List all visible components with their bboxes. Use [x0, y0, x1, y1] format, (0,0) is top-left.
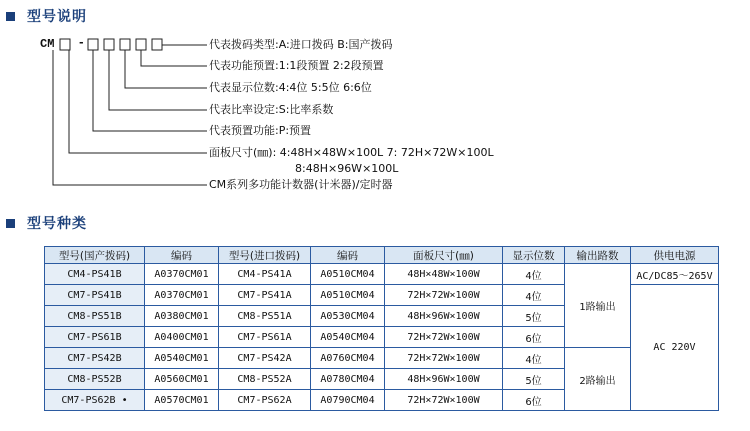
- cell-code: A0370CM01: [145, 285, 219, 306]
- cell-model-domestic: CM7-PS61B: [45, 327, 145, 348]
- cell-power-2: AC 220V: [631, 285, 719, 411]
- cell-panel-size: 48H×96W×100W: [385, 369, 503, 390]
- model-table: [44, 246, 719, 411]
- table-row: [45, 348, 719, 369]
- cell-model-imported: CM7-PS62A: [219, 390, 311, 411]
- leader-4: [109, 50, 207, 110]
- cell-code: A0560CM01: [145, 369, 219, 390]
- cell-panel-size: 48H×96W×100W: [385, 306, 503, 327]
- line-ratio-setting: 代表比率设定:S:比率系数: [209, 103, 334, 116]
- cell-power-1: AC/DC85～265V: [631, 264, 719, 285]
- cell-code: A0540CM01: [145, 348, 219, 369]
- line-series-name: CM系列多功能计数器(计米器)/定时器: [209, 178, 393, 191]
- cell-code: A0510CM04: [311, 285, 385, 306]
- header-panel-size: 面板尺寸(㎜): [385, 247, 503, 264]
- leader-3: [125, 50, 207, 88]
- line-display-digits: 代表显示位数:4:4位 5:5位 6:6位: [209, 81, 372, 94]
- cell-model-domestic: CM7-PS42B: [45, 348, 145, 369]
- header-outputs: 输出路数: [565, 247, 631, 264]
- header-model-imported: 型号(进口拨码): [219, 247, 311, 264]
- section-title: 型号说明: [27, 9, 87, 25]
- cell-model-imported: CM4-PS41A: [219, 264, 311, 285]
- cell-digits: 4位: [503, 264, 565, 285]
- cell-code: A0790CM04: [311, 390, 385, 411]
- cell-code: A0380CM01: [145, 306, 219, 327]
- cell-panel-size: 72H×72W×100W: [385, 390, 503, 411]
- model-dash: -: [79, 36, 84, 49]
- cell-model-imported: CM8-PS51A: [219, 306, 311, 327]
- section-model-types: [6, 213, 87, 233]
- cell-panel-size: 72H×72W×100W: [385, 327, 503, 348]
- cell-model-domestic: CM7-PS62B •: [45, 390, 145, 411]
- code-box-6: [152, 39, 162, 50]
- cell-digits: 6位: [503, 390, 565, 411]
- cell-panel-size: 72H×72W×100W: [385, 348, 503, 369]
- code-box-1: [60, 39, 70, 50]
- header-power: 供电电源: [631, 247, 719, 264]
- table-row: [45, 264, 719, 285]
- cell-digits: 4位: [503, 348, 565, 369]
- cell-code: A0510CM04: [311, 264, 385, 285]
- cell-code: A0780CM04: [311, 369, 385, 390]
- square-bullet-icon: [6, 219, 15, 228]
- header-model-domestic: 型号(国产拨码): [45, 247, 145, 264]
- code-box-5: [136, 39, 146, 50]
- line-panel-size-2: 8:48H×96W×100L: [295, 162, 399, 175]
- leader-6: [69, 50, 207, 153]
- cell-panel-size: 72H×72W×100W: [385, 285, 503, 306]
- table-header-row: [45, 247, 719, 264]
- cell-model-domestic: CM4-PS41B: [45, 264, 145, 285]
- cell-digits: 4位: [503, 285, 565, 306]
- header-digits: 显示位数: [503, 247, 565, 264]
- line-preset-function: 代表功能预置:1:1段预置 2:2段预置: [209, 59, 384, 72]
- line-preset: 代表预置功能:P:预置: [209, 124, 312, 137]
- cell-code: A0570CM01: [145, 390, 219, 411]
- cell-outputs-1: 1路输出: [565, 264, 631, 348]
- cell-model-imported: CM7-PS41A: [219, 285, 311, 306]
- cell-model-domestic: CM8-PS51B: [45, 306, 145, 327]
- cell-code: A0540CM04: [311, 327, 385, 348]
- model-prefix: CM: [40, 37, 55, 51]
- leader-5: [93, 50, 207, 131]
- cell-model-imported: CM7-PS61A: [219, 327, 311, 348]
- cell-outputs-2: 2路输出: [565, 348, 631, 411]
- cell-digits: 5位: [503, 306, 565, 327]
- cell-model-domestic: CM8-PS52B: [45, 369, 145, 390]
- cell-model-imported: CM8-PS52A: [219, 369, 311, 390]
- cell-code: A0760CM04: [311, 348, 385, 369]
- header-code-2: 编码: [311, 247, 385, 264]
- leader-2: [141, 50, 207, 66]
- cell-digits: 6位: [503, 327, 565, 348]
- code-box-4: [120, 39, 130, 50]
- cell-code: A0370CM01: [145, 264, 219, 285]
- cell-model-domestic: CM7-PS41B: [45, 285, 145, 306]
- line-dial-type: 代表拨码类型:A:进口拨码 B:国产拨码: [209, 38, 393, 51]
- cell-code: A0400CM01: [145, 327, 219, 348]
- line-panel-size: 面板尺寸(㎜): 4:48H×48W×100L 7: 72H×72W×100L: [209, 146, 494, 159]
- cell-digits: 5位: [503, 369, 565, 390]
- cell-model-imported: CM7-PS42A: [219, 348, 311, 369]
- leader-7: [53, 50, 207, 185]
- code-box-2: [88, 39, 98, 50]
- header-code-1: 编码: [145, 247, 219, 264]
- code-box-3: [104, 39, 114, 50]
- cell-code: A0530CM04: [311, 306, 385, 327]
- cell-panel-size: 48H×48W×100W: [385, 264, 503, 285]
- section-title: 型号种类: [27, 216, 87, 232]
